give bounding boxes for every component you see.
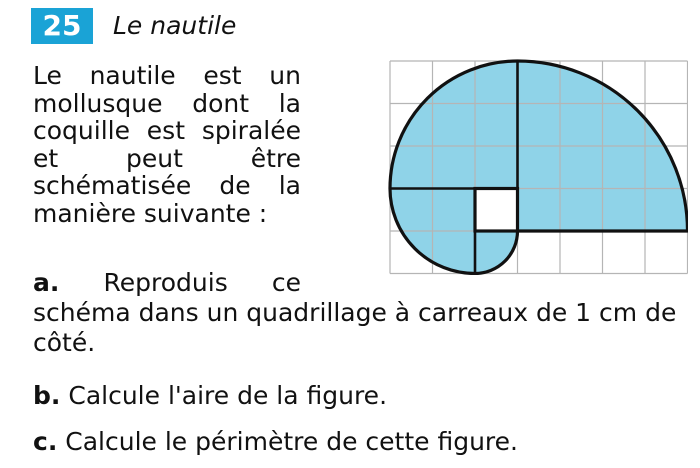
question-c-letter: c. [33, 427, 58, 456]
question-a [33, 268, 685, 358]
question-c [33, 426, 518, 458]
question-b-letter: b. [33, 381, 61, 410]
question-b-text: Calcule l'aire de la figure. [68, 381, 388, 410]
question-a-rest: schéma dans un quadrillage à carreaux de 1 cm de côté. [33, 298, 677, 357]
question-b [33, 380, 387, 412]
intro-paragraph: Le nautile est un mollusque dont la coquille est spiralée et peut être schématisée de la manière suivante : [33, 61, 301, 228]
exercise-title: Le nautile [113, 11, 237, 40]
question-c-text: Calcule le périmètre de cette figure. [65, 427, 518, 456]
center-square [475, 189, 518, 232]
question-a-first-line [33, 268, 301, 298]
question-a-line1: Reproduis ce [103, 268, 301, 297]
exercise-number: 25 [31, 8, 93, 44]
question-a-letter: a. [33, 268, 60, 297]
nautilus-figure [388, 59, 688, 275]
